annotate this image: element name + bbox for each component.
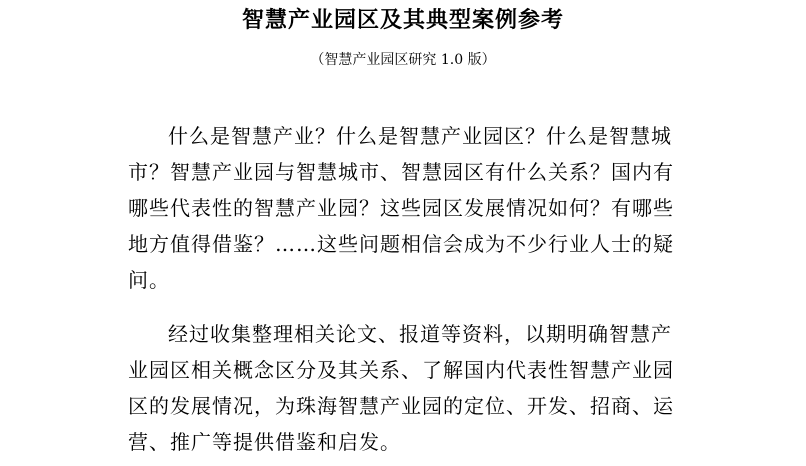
- document-subtitle: （智慧产业园区研究 1.0 版）: [310, 52, 496, 68]
- paragraph-1-block: [128, 118, 688, 298]
- paragraph: 什么是智慧产业？什么是智慧产业园区？什么是智慧城市？智慧产业园与智慧城市、智慧园区有什么关系？国内有哪些代表性的智慧产业园？这些园区发展情况如何？有哪些地方值得借鉴？……这些问题相信会成为不少行业人士的疑问。: [128, 124, 674, 292]
- paragraph-2-block: [128, 316, 688, 460]
- document-title: 智慧产业园区及其典型案例参考: [241, 8, 564, 33]
- paragraph: 经过收集整理相关论文、报道等资料，以期明确智慧产业园区相关概念区分及其关系、了解国内代表性智慧产业园区的发展情况，为珠海智慧产业园的定位、开发、招商、运营、推广等提供借鉴和启发。: [128, 322, 674, 454]
